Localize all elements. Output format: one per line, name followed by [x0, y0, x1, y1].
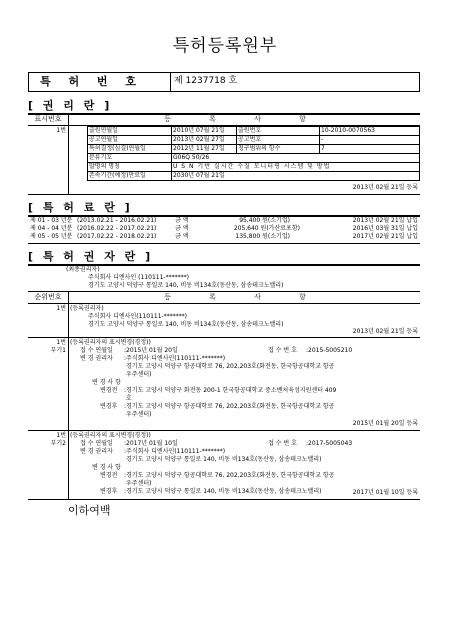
holders-final-label: (최종권리자) — [66, 266, 100, 273]
patent-number-value: 제 1237718 호 — [174, 76, 238, 86]
b2-receipt-no-label: 접 수 번 호 — [268, 347, 297, 354]
rights-label-1: 공고연월일 — [89, 136, 118, 143]
rights-value-5: 2030년 07월 21일 — [173, 172, 225, 179]
rights-col-matter: 등 록 사 항 — [164, 115, 324, 123]
b2-after-label: 변경후 — [100, 403, 118, 410]
b2-change-label: 변 경 사 항 — [92, 379, 121, 386]
fee-amount-1: 205,640 원(가산료포함) — [233, 225, 300, 232]
rights-value2-2: 7 — [321, 145, 325, 152]
fee-period-0: (2013.02.21 - 2016.02.21) — [77, 217, 157, 224]
b2-pre-addr1: 경기도 고양시 덕양구 항공대학로 76, 202,203호(화전동, 한국항공대학교 항공 — [126, 363, 335, 370]
b3-receipt-date: :2017년 01월 10일 — [124, 440, 178, 447]
b2-receipt-label: 접 수 연월일 — [80, 347, 113, 354]
rights-value-4: U S N 기반 실시간 수질 모니터링 시스템 및 방법 — [173, 163, 331, 170]
patent-number-label: 특 허 번 호 — [40, 75, 143, 88]
b2-sub: 부기1 — [50, 347, 66, 354]
b1-date: 2013년 02월 21일 등록 — [352, 328, 418, 335]
b3-date: 2017년 01월 10일 등록 — [352, 489, 418, 496]
holders-final-addr: 경기도 고양시 덕양구 통일로 140, 비동 비134호(동산동, 삼송테크노밸리) — [88, 282, 284, 289]
fee-amount-0: 95,400 원(소기업) — [239, 217, 290, 224]
fee-period-2: (2017.02.22 - 2018.02.21) — [77, 233, 157, 240]
rights-label-0: 출원연월일 — [89, 127, 118, 134]
fee-paid-1: 2016년 03월 31일 납입 — [352, 225, 418, 232]
fees-heading: [ 특 허 료 란 ] — [28, 201, 133, 214]
b2-date: 2015년 01월 20일 등록 — [352, 420, 418, 427]
b1-name: 주식회사 디엔사인(110111-*******) — [88, 313, 188, 320]
rights-value-0: 2010년 07월 21일 — [173, 127, 225, 134]
b3-sub: 부기2 — [50, 440, 66, 447]
b2-pre-name: :주식회사 디엔사인(110111-*******) — [124, 355, 226, 362]
b1-no: 1번 — [56, 305, 66, 312]
b2-pre-addr2: 우주센터) — [126, 371, 152, 378]
fee-label-2: 금 액 — [175, 233, 189, 240]
b2-before2: 호 — [126, 395, 132, 402]
b2-after2: 우주센터) — [126, 411, 152, 418]
b2-receipt-no: :2015-5005210 — [306, 347, 353, 354]
fee-range-0: 제 01 - 03 년분 — [30, 217, 73, 224]
b3-change-label: 변 경 사 항 — [92, 464, 121, 471]
b2-label: (등록권리자의 표시변경(경정)) — [70, 339, 151, 346]
b3-before-label: 변경전 — [100, 472, 118, 479]
rights-label2-0: 출원번호 — [238, 127, 262, 134]
b3-pre-label: 변 경 권리자 — [80, 448, 113, 455]
rights-heading: [ 권 리 란 ] — [28, 99, 113, 112]
rights-value-1: 2013년 02월 27일 — [173, 136, 225, 143]
holders-col-matter: 등 록 사 항 — [164, 293, 324, 301]
end-of-document: 이하여백 — [68, 504, 111, 517]
rights-label-2: 특허결정(심결)연월일 — [89, 145, 146, 152]
fee-amount-2: 135,800 원(소기업) — [235, 233, 290, 240]
b3-before1: :경기도 고양시 덕양구 항공대학로 76, 202,203호(화전동, 한국항공대학교 항공 — [124, 472, 335, 479]
b2-after1: :경기도 고양시 덕양구 항공대학로 76, 202,203호(화전동, 한국항공대학교 항공 — [124, 403, 335, 410]
b3-before2: 우주센터) — [126, 480, 152, 487]
rights-value2-0: 10-2010-0070563 — [321, 127, 375, 134]
fee-paid-0: 2013년 02월 21일 납입 — [352, 217, 418, 224]
holders-col-order: 순위번호 — [34, 293, 62, 301]
rights-value-3: G06Q 50/26 — [173, 154, 210, 161]
b2-before1: :경기도 고양시 덕양구 화전동 200-1 한국항공대학교 중소벤처육성지원센터 409 — [124, 387, 337, 394]
b1-label: (등록권리자) — [70, 305, 104, 312]
b3-after1: :경기도 고양시 덕양구 통일로 140, 비동 비134호(동산동, 삼송테크노밸리) — [124, 488, 322, 495]
fee-period-1: (2016.02.22 - 2017.02.21) — [77, 225, 157, 232]
holders-final-name: 주식회사 디엔사인 (110111-*******) — [88, 274, 189, 281]
page-title: 특허등록원부 — [172, 36, 278, 56]
fee-label-1: 금 액 — [175, 225, 189, 232]
rights-value2-1: - — [321, 136, 324, 143]
fee-paid-2: 2017년 02월 21일 납입 — [352, 233, 418, 240]
rights-label-5: 존속기간(예정)만료일 — [89, 172, 146, 179]
rights-reg-date: 2013년 02월 21일 등록 — [352, 184, 418, 191]
fee-label-0: 금 액 — [175, 217, 189, 224]
b3-receipt-label: 접 수 연월일 — [80, 440, 113, 447]
rights-col-index: 표시번호 — [34, 115, 62, 123]
fee-range-1: 제 04 - 04 년분 — [30, 225, 73, 232]
b3-label: (등록권리자의 표시변경(경정)) — [70, 432, 151, 439]
b3-pre-name: :주식회사 디엔사인(110111-*******) — [124, 448, 226, 455]
holders-heading: [ 특 허 권 자 란 ] — [28, 250, 154, 263]
b1-addr: 경기도 고양시 덕양구 통일로 140, 비동 비134호(동산동, 삼송테크노밸리) — [88, 321, 284, 328]
rights-label2-2: 청구범위의 항수 — [238, 145, 281, 152]
b3-receipt-no: :2017-5005043 — [306, 440, 353, 447]
rights-label-4: 발명의 명칭 — [89, 163, 120, 170]
rights-label2-1: 공고번호 — [238, 136, 262, 143]
fee-range-2: 제 05 - 05 년분 — [30, 233, 73, 240]
b2-receipt-date: :2015년 01월 20일 — [124, 347, 178, 354]
b3-no: 1번 — [56, 432, 66, 439]
rights-label-3: 분류기호 — [89, 154, 113, 161]
b3-receipt-no-label: 접 수 번 호 — [268, 440, 297, 447]
b2-no: 1번 — [56, 339, 66, 346]
rights-row-no: 1번 — [56, 127, 66, 134]
b3-pre-addr: 경기도 고양시 덕양구 통일로 140, 비동 비134호(동산동, 삼송테크노밸리) — [126, 456, 322, 463]
rights-value-2: 2012년 11월 27일 — [173, 145, 225, 152]
b2-before-label: 변경전 — [100, 387, 118, 394]
b2-pre-label: 변 경 권리자 — [80, 355, 113, 362]
b3-after-label: 변경후 — [100, 488, 118, 495]
